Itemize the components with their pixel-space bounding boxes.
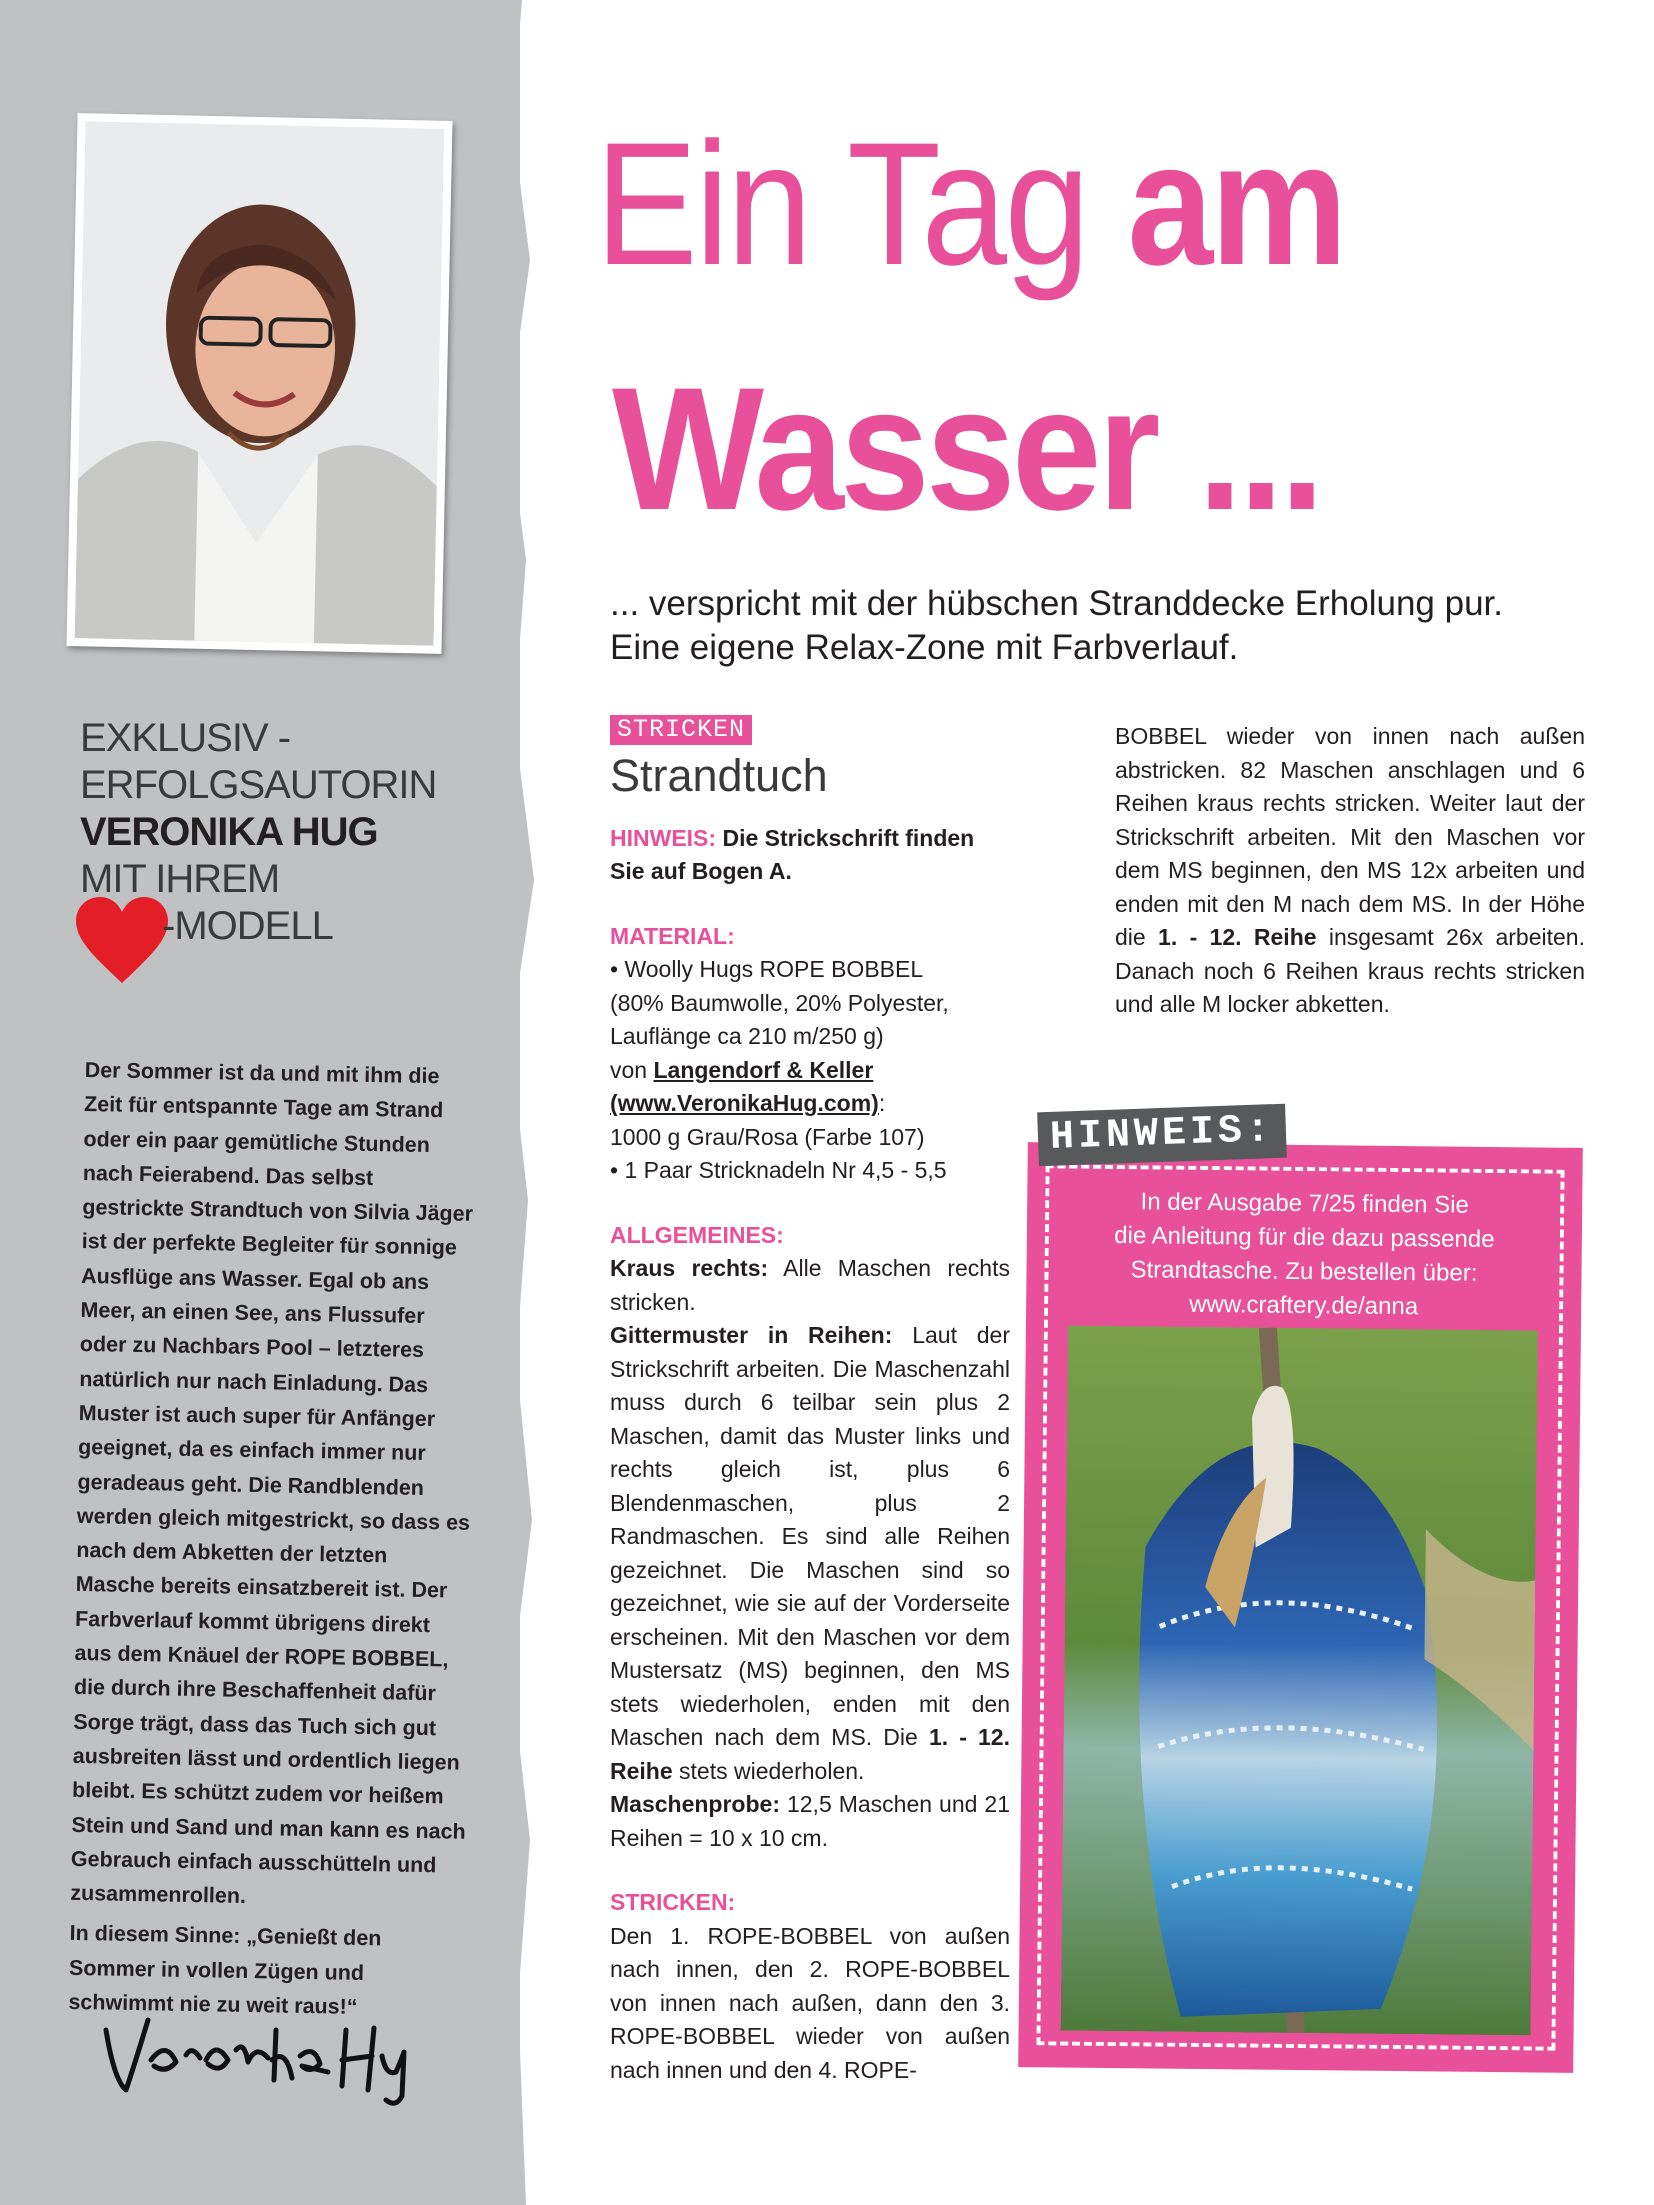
hinweis-box-text	[1066, 1185, 1542, 1326]
col2-rows: 1. - 12. Reihe	[1158, 924, 1317, 950]
subtitle-line1: ... verspricht mit der hübschen Stranddecke Erholung pur.	[610, 584, 1503, 623]
category-tag: STRICKEN	[610, 715, 752, 745]
author-line-erfolgsautorin: ERFOLGSAUTORIN	[80, 763, 437, 807]
gitter-label: Gittermuster in Reihen:	[610, 1322, 893, 1348]
subtitle	[610, 582, 1620, 670]
section-title: Strandtuch	[610, 749, 828, 801]
title-bold: am	[1127, 107, 1345, 302]
probe-paragraph	[610, 1788, 1010, 1855]
page-title-line1	[595, 105, 1345, 305]
hinweis-box	[1018, 1142, 1583, 2073]
intro-text	[68, 1053, 480, 2026]
author-name: VERONIKA HUG	[80, 810, 378, 854]
supplier-link[interactable]: Langendorf & Keller	[653, 1056, 874, 1083]
allgemeines-label: ALLGEMEINES:	[610, 1221, 784, 1248]
title-light: Ein Tag	[595, 107, 1128, 302]
material-website-colon: :	[878, 1090, 886, 1116]
material-label: MATERIAL:	[610, 922, 735, 949]
heart-icon	[72, 895, 172, 995]
material-supplier	[610, 1054, 1010, 1088]
author-line-exklusiv: EXKLUSIV -	[80, 716, 291, 760]
gitter-paragraph	[610, 1319, 1010, 1788]
gitter-rows: 1. - 12. Reihe	[610, 1724, 1010, 1784]
col2-text-1: BOBBEL wieder von innen nach außen abstricken. 82 Maschen anschlagen und 6 Reihen kraus rechts stricken. Weiter laut der Strickschrift arbeiten. Mit den Maschen vor dem MS beginnen, den MS 12x arbeiten und enden mit den M nach dem MS. In der Höhe die	[1115, 723, 1585, 950]
material-amount: 1000 g Grau/Rosa (Farbe 107)	[610, 1123, 925, 1150]
kraus-text: Alle Maschen rechts stricken.	[610, 1255, 1010, 1315]
material-needles: • 1 Paar Stricknadeln Nr 4,5 - 5,5	[610, 1157, 947, 1183]
article-column-1	[610, 712, 1010, 2087]
gitter-text-2: stets wiederholen.	[672, 1757, 865, 1784]
intro-quote: In diesem Sinne: „Genießt den Sommer in vollen Zügen und schwimmt nie zu weit raus!“	[68, 1921, 382, 2019]
kraus-paragraph	[610, 1252, 1010, 1319]
col2-text-2: insgesamt 26x arbeiten. Danach noch 6 Reihen kraus rechts stricken und alle M locker abketten.	[1115, 924, 1585, 1017]
hinweis-box-line2: die Anleitung für die dazu passende	[1114, 1222, 1495, 1254]
author-heading	[80, 715, 480, 967]
beach-bag-photo	[1061, 1326, 1538, 2036]
stricken-text: Den 1. ROPE-BOBBEL von außen nach innen, den 2. ROPE-BOBBEL von innen nach außen, dann den 3. ROPE-BOBBEL wieder von außen nach innen und den 4. ROPE-	[610, 1922, 1010, 2083]
hinweis-box-link[interactable]: www.craftery.de/anna	[1189, 1290, 1419, 1321]
hinweis-box-label: HINWEIS:	[1037, 1104, 1287, 1167]
hinweis-box-line3: Strandtasche. Zu bestellen über:	[1130, 1256, 1478, 1287]
probe-text: 12,5 Maschen und 21 Reihen = 10 x 10 cm.	[610, 1791, 1010, 1851]
author-photo	[66, 113, 452, 654]
subtitle-line2: Eine eigene Relax-Zone mit Farbverlauf.	[610, 628, 1239, 667]
hinweis-text: Die Strickschrift finden Sie auf Bogen A.	[610, 824, 975, 884]
kraus-label: Kraus rechts:	[610, 1255, 769, 1281]
probe-label: Maschenprobe:	[610, 1791, 780, 1817]
sidebar-brush-edge	[490, 0, 550, 2205]
stricken-label: STRICKEN:	[610, 1889, 736, 1915]
material-supplier-prefix: von	[610, 1056, 654, 1083]
hinweis-paragraph	[610, 822, 1010, 889]
gitter-text-1: Laut der Strickschrift arbeiten. Die Maschenzahl muss durch 6 teilbar sein plus 2 Maschen, damit das Muster links und rechts gleich ist, plus 6 Blendenmaschen, plus 2 Randmaschen. Es sind alle Reihen gezeichnet. Die Maschen sind so gezeichnet, wie sie auf der Vorderseite erscheinen. Mit den Maschen vor dem Mustersatz (MS) beginnen, den MS stets wiederholen, enden mit den Maschen nach dem MS. Die	[610, 1322, 1010, 1750]
material-item-yarn: • Woolly Hugs ROPE BOBBEL	[610, 956, 924, 982]
author-line-modell: -MODELL	[162, 903, 333, 948]
article-column-2	[1115, 720, 1585, 1022]
material-composition: (80% Baumwolle, 20% Polyester, Lauflänge ca 210 m/250 g)	[610, 989, 949, 1049]
author-signature	[96, 2000, 436, 2110]
material-website	[610, 1087, 1010, 1121]
hinweis-label: HINWEIS:	[610, 824, 717, 851]
author-line-mit-ihrem: MIT IHREM	[80, 857, 280, 901]
page-title-line2: Wasser ...	[612, 352, 1321, 547]
intro-paragraph: Der Sommer ist da und mit ihm die Zeit für entspannte Tage am Strand oder ein paar gemütliche Stunden nach Feierabend. Das selbst gestrickte Strandtuch von Silvia Jäger ist der perfekte Begleiter für sonnige Ausflüge ans Wasser. Egal ob ans Meer, an einen See, ans Flussufer oder zu Nachbars Pool – letzteres natürlich nur nach Einladung. Das Muster ist auch super für Anfänger geeignet, da es einfach immer nur geradeaus geht. Die Randblenden werden gleich mitgestrickt, so dass es nach dem Abketten der letzten Masche bereits einsatzbereit ist. Der Farbverlauf kommt übrigens direkt aus dem Knäuel der ROPE BOBBEL, die durch ihre Beschaffenheit dafür Sorge trägt, dass das Tuch sich gut ausbreiten lässt und ordentlich liegen bleibt. Es schützt zudem vor heißem Stein und Sand und man kann es nach Gebrauch einfach ausschütteln und zusammenrollen.	[70, 1057, 474, 1909]
website-link[interactable]: (www.VeronikaHug.com)	[610, 1090, 879, 1116]
hinweis-box-line1: In der Ausgabe 7/25 finden Sie	[1140, 1188, 1469, 1219]
